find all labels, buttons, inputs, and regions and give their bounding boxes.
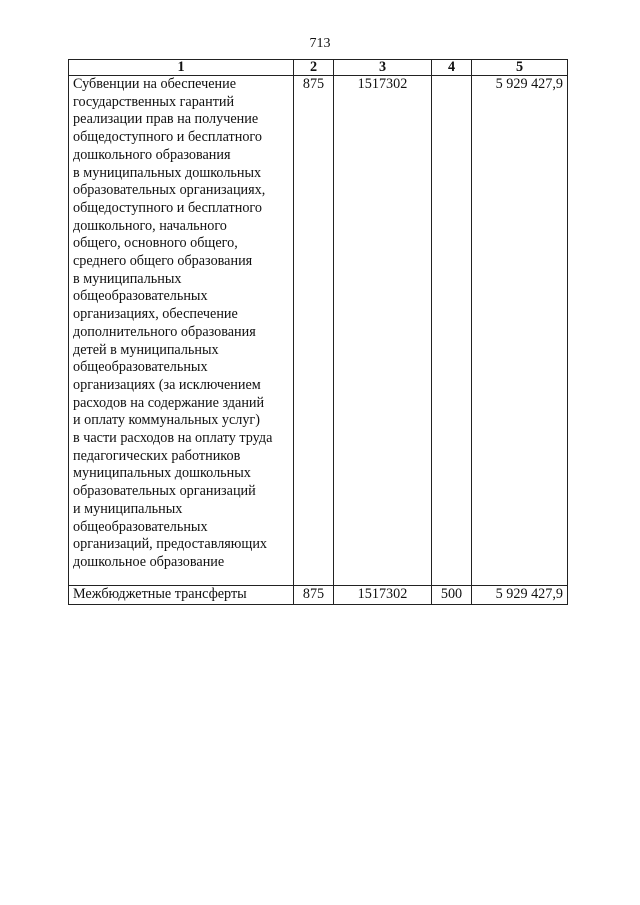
table-header-row — [69, 60, 568, 76]
header-col-1: 1 — [69, 60, 294, 76]
header-col-4: 4 — [432, 60, 472, 76]
row-col-2: 875 — [294, 586, 334, 605]
row-col-3: 1517302 — [334, 586, 432, 605]
header-col-3: 3 — [334, 60, 432, 76]
header-col-5: 5 — [472, 60, 568, 76]
row-col-3: 1517302 — [334, 76, 432, 586]
row-description: Межбюджетные трансферты — [69, 586, 294, 605]
header-col-2: 2 — [294, 60, 334, 76]
row-col-4 — [432, 76, 472, 586]
row-col-5: 5 929 427,9 — [472, 76, 568, 586]
table-row — [69, 586, 568, 605]
row-description: Субвенции на обеспечение государственных гарантий реализации прав на получение общедоступного и бесплатного дошкольного образования в муниципальных дошкольных образовательных организациях, общедоступного и бесплатного дошкольного, начального общего, основного общего, среднего общего образования в муниципальных общеобразовательных организациях, обеспечение дополнительного образования детей в муниципальных общеобразовательных организациях (за исключением расходов на содержание зданий и оплату коммунальных услуг) в части расходов на оплату труда педагогических работников муниципальных дошкольных образовательных организаций и муниципальных общеобразовательных организаций, предоставляющих дошкольное образование — [69, 76, 294, 586]
row-col-2: 875 — [294, 76, 334, 586]
row-col-4: 500 — [432, 586, 472, 605]
row-col-5: 5 929 427,9 — [472, 586, 568, 605]
page-number: 713 — [309, 36, 331, 51]
table-row — [69, 76, 568, 586]
budget-table — [68, 59, 568, 605]
